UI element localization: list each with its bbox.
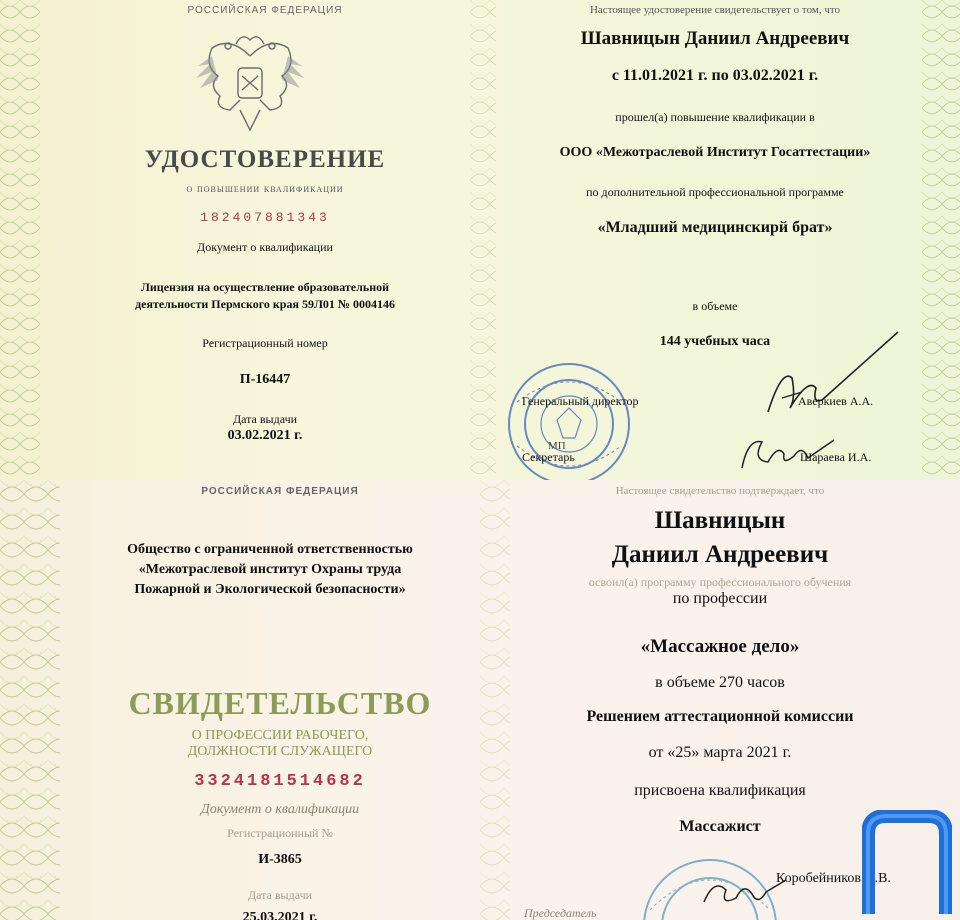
decision-date: от «25» марта 2021 г. [648, 744, 792, 761]
left-guilloche-border [0, 0, 40, 480]
issue-date-label: Дата выдачи [247, 888, 313, 902]
secretary-name: Шараева И.А. [800, 450, 872, 464]
intro-text: Настоящее свидетельство подтверждает, что [615, 485, 825, 497]
assigned-text: присвоена квалификация [634, 782, 806, 799]
issue-date: 25.03.2021 г. [242, 910, 318, 920]
subtitle-line-2: ДОЛЖНОСТИ СЛУЖАЩЕГО [187, 744, 373, 759]
document-title: СВИДЕТЕЛЬСТВО [128, 685, 432, 721]
document-type: Документ о квалификации [200, 802, 360, 817]
corner-logo-icon [862, 810, 952, 914]
issue-date: 03.02.2021 г. [227, 428, 303, 443]
registration-label: Регистрационный № [227, 826, 333, 840]
volume-label: в объеме [692, 299, 738, 313]
program-label: по дополнительной профессиональной программе [586, 185, 844, 199]
org-line-1: Общество с ограниченной ответственностью [127, 542, 413, 557]
volume-text: в объеме 270 часов [655, 674, 785, 691]
document-type: Документ о квалификации [197, 240, 333, 254]
license-line-1: Лицензия на осуществление образовательной [140, 280, 390, 294]
center-guilloche-fold [470, 0, 496, 480]
license-line-2: деятельности Пермского края 59Л01 № 0004146 [135, 297, 395, 311]
certificate-profession [0, 480, 960, 920]
director-label: Генеральный директор [522, 394, 639, 408]
document-subtitle: о повышении квалификации [186, 183, 344, 195]
director-name: Аверкиев А.А. [798, 394, 874, 408]
intro-text: Настоящее удостоверение свидетельствует о том, что [589, 4, 841, 16]
holder-name: Шавницын Даниил Андреевич [580, 28, 850, 49]
serial-number: 182407881343 [200, 210, 330, 225]
holder-surname: Шавницын [654, 507, 786, 534]
registration-number: П-16447 [239, 372, 291, 387]
subtitle-line-1: О ПРОФЕССИИ РАБОЧЕГО, [191, 728, 369, 743]
document-title: УДОСТОВЕРЕНИЕ [144, 146, 386, 173]
organization-name: ООО «Межотраслевой Институт Госаттестации» [559, 145, 871, 160]
serial-number: 3324181514682 [194, 772, 366, 791]
mastered-text: освоил(а) программу профессионального обучения [588, 575, 852, 589]
qualification-name: Массажист [679, 818, 761, 835]
issue-date-label: Дата выдачи [232, 412, 298, 426]
registration-label: Регистрационный номер [202, 336, 328, 350]
passed-text: прошел(а) повышение квалификации в [615, 110, 815, 124]
profession-name: «Массажное дело» [640, 636, 800, 657]
registration-number: И-3865 [258, 852, 302, 867]
chair-name: Коробейников А.В. [776, 871, 891, 886]
country-label: РОССИЙСКАЯ ФЕДЕРАЦИЯ [187, 5, 343, 16]
stamp-mark-label: МП [548, 440, 566, 452]
decision-text: Решением аттестационной комиссии [586, 708, 854, 725]
left-guilloche-border [0, 480, 60, 920]
country-label: РОССИЙСКАЯ ФЕДЕРАЦИЯ [201, 486, 359, 497]
training-period: с 11.01.2021 г. по 03.02.2021 г. [611, 67, 819, 84]
study-hours: 144 учебных часа [659, 334, 771, 349]
org-line-3: Пожарной и Экологической безопасности» [134, 582, 406, 597]
org-line-2: «Межотраслевой институт Охраны труда [138, 562, 402, 577]
secretary-label: Секретарь [522, 450, 575, 464]
holder-given-names: Даниил Андреевич [611, 541, 829, 568]
center-guilloche-fold [480, 480, 510, 920]
program-name: «Младший медицинскирй брат» [597, 219, 833, 236]
by-profession-label: по профессии [672, 590, 768, 607]
double-headed-eagle-icon [190, 26, 310, 136]
chair-label: Председатель [524, 906, 597, 920]
